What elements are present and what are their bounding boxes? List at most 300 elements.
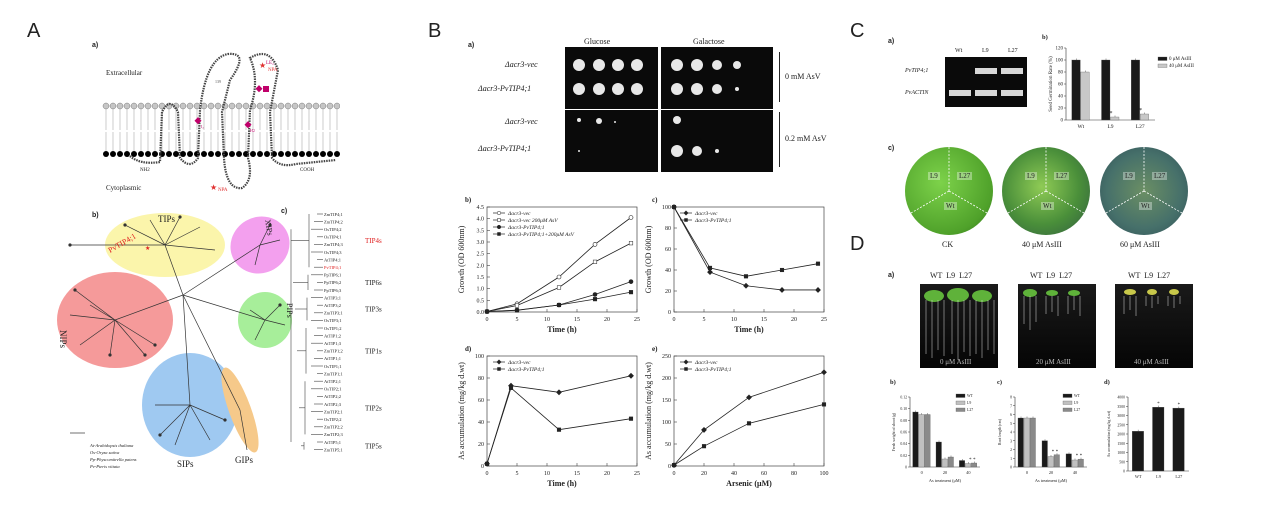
photo2-lines: WT L9 L27 [1030,271,1073,280]
clado-clade-label: TIP6s [365,278,382,287]
photo1-cond: 0 μM AsIII [940,358,972,366]
y-tick-label: 1.5 [476,275,484,281]
y-tick-label: 2500 [1117,423,1125,428]
y-tick-label: 1500 [1117,441,1125,446]
chart-growth-percent [642,193,832,338]
bar [965,464,971,468]
y-tick-label: 8 [1010,395,1012,400]
clado-leaf: ZmTIP4;1 [324,211,343,217]
clado-leaf: OsTIP1;1 [324,363,342,369]
npa-star-1: ★ [259,61,267,70]
data-point [822,403,826,407]
clado-leaf: AtTIP1;1 [324,356,342,362]
clado-leaf: PpTIP6;1 [324,272,342,278]
y-tick-label: 6 [1010,413,1012,417]
y-axis-label: Root length (cm) [998,419,1002,445]
bar [971,463,977,467]
x-tick-label: 25 [821,317,827,323]
y-tick-label: 100 [1055,58,1063,64]
y-tick-label: 1000 [1117,451,1125,455]
y-axis-label: Growth (OD 600nm) [457,225,466,294]
gel-gene-actin: PvACTIN [905,90,929,96]
yeast-spots [565,47,773,172]
clado-leaf: AtTIP2;2 [324,394,342,400]
x-tick-label: 25 [634,471,640,477]
x-tick-label: L27 [1135,124,1145,130]
bar [1066,454,1072,467]
significance-star: * [973,458,976,463]
data-point [557,428,561,432]
clado-clade-label: TIP5s [365,442,382,451]
clado-leaf: OsTIP4;3 [324,249,342,255]
legend-swatch [1158,64,1167,68]
x-tick-label: 0 [485,471,489,477]
x-axis-label: Arsenic (μM) [726,479,772,488]
clado-leaf: AtTIP2;3 [324,401,342,407]
y-tick-label: 1 [1010,456,1012,461]
clado-leaf: PvTIP4;1 [324,265,342,270]
tip-cladogram [285,210,385,465]
chart-sub-label: d) [465,345,472,353]
clado-leaf: OsTIP3;1 [324,318,342,324]
plate-dividers [905,147,1188,235]
y-tick-label: 0 [1010,465,1012,470]
y-tick-label: 3500 [1117,404,1125,409]
plate-60-l9: L9 [1125,172,1133,180]
legend-label: L9 [967,401,972,405]
y-tick-label: 60 [1058,82,1063,88]
bar [925,415,931,468]
legend-label: L27 [967,408,974,412]
series-line [674,404,824,465]
y-tick-label: 0 [481,464,484,470]
y-tick-label: 4.5 [476,205,484,211]
y-tick-label: 250 [662,354,671,360]
bar [913,412,919,467]
y-tick-label: 2000 [1117,432,1125,437]
x-tick-label: WT [1134,473,1142,479]
legend-line-2: Os-Oryza sativa [90,450,120,455]
legend-label: L27 [1074,408,1081,412]
legend-label: L9 [1074,401,1079,405]
y-tick-label: 100 [475,354,484,360]
legend-line-4: Pv-Pteris vittata [90,464,120,469]
group-pips: PIPs [285,303,294,318]
bar [1030,418,1036,467]
membrane-topology-diagram [100,40,340,200]
x-tick-label: 0 [672,471,676,477]
panel-d-sub-a: a) [888,272,895,279]
plate-40-wt: Wt [1043,202,1052,210]
legend-swatch [1063,408,1072,412]
data-point [557,286,561,290]
clado-leaf: AtTIP1;2 [324,333,342,339]
clado-clade-label: TIP1s [365,347,382,356]
panel-b-sub-a: a) [468,42,475,49]
data-point [816,262,820,266]
y-axis-label: As accumulation (mg/kg d.wt) [457,362,466,460]
photo1-lines: WT L9 L27 [930,271,973,280]
x-tick-label: 0 [1025,469,1029,475]
data-point [515,309,519,313]
bar [1072,60,1081,120]
x-tick-label: 5 [515,317,519,323]
y-tick-label: 0.08 [900,418,907,423]
legend-swatch [956,401,965,405]
npa-label-2: NPA [218,188,228,193]
x-tick-label: L27 [1175,473,1183,479]
legend-label: WT [1074,394,1080,398]
l1-label: I₂ [201,124,204,129]
panel-a-sub-b: b) [92,212,99,219]
y-tick-label: 1.0 [476,286,484,293]
spot-row-2-label: Δacr3-PvTIP4;1 [478,84,532,93]
y-axis-label: As accumulation (mg/kg d.wt) [1107,410,1111,458]
significance-star: * [1109,111,1113,117]
plate-ck-wt: Wt [946,202,955,210]
data-point [707,270,712,275]
y-tick-label: 3.0 [476,240,484,246]
legend-swatch [956,394,965,398]
membrane-lower-heads [103,151,340,157]
data-point [815,287,820,292]
bar [959,461,965,468]
legend-label: Δacr3-PvTIP4;1 [508,367,545,373]
legend-label: Δacr3-vec [508,211,531,217]
y-tick-label: 0.0 [476,310,484,316]
y-tick-label: 4000 [1117,395,1125,400]
gel-lane-l9: L9 [982,48,989,54]
lc-label: LE₂ [266,61,274,66]
data-point [485,462,489,466]
chart-sub-label: d) [1104,379,1110,386]
bar [1018,418,1024,467]
x-tick-label: 20 [604,471,610,477]
clado-leaf: AtTIP3;1 [324,295,342,301]
x-tick-label: 10 [544,317,550,323]
chart-as-accumulation-time [455,342,645,492]
panel-label-c: C [850,20,865,42]
legend-marker [497,225,501,229]
y-tick-label: 0.04 [900,442,907,447]
bar [1078,459,1084,467]
y-tick-label: 2.5 [476,251,484,258]
spot-row-3-label: Δacr3-vec [505,117,538,126]
npa-star-2: ★ [210,183,218,192]
y-tick-label: 150 [662,398,671,404]
cladogram-leaves [324,212,343,453]
legend-marker [497,211,501,215]
photo2-cond: 20 μM AsIII [1036,358,1071,366]
clado-leaf: ZmTIP5;1 [324,447,343,453]
data-point [747,422,751,426]
bar [1173,408,1185,471]
condition-02mm-asv: 0.2 mM AsV [785,134,827,143]
data-point [744,275,748,279]
y-tick-label: 3.5 [476,228,484,235]
bar [1048,457,1054,468]
legend-marker [498,233,501,236]
series-line [487,376,631,464]
y-tick-label: 20 [478,442,484,448]
x-tick-label: 80 [791,471,797,477]
y-tick-label: 0.02 [900,453,907,458]
x-tick-label: 15 [761,317,767,323]
significance-star: * [1079,454,1083,460]
data-point [629,417,633,421]
group-tips: TIPs [158,214,176,224]
x-tick-label: 40 [1072,469,1078,475]
glucose-label: Glucose [584,37,611,46]
y-axis-label: As accumulation (mg/kg d.wt) [644,362,653,460]
data-point [593,260,597,264]
bar [1024,418,1030,467]
x-tick-label: L9 [1107,124,1114,130]
y-axis-label: Growth (OD 600nm) [644,225,653,294]
data-point [708,266,712,270]
highlight-star: ★ [145,246,151,252]
significance-star: * [1177,403,1181,409]
pos-label: 139 [215,79,221,84]
data-point [557,303,561,307]
x-tick-label: 15 [574,317,580,323]
y-tick-label: 40 [665,268,671,274]
x-tick-label: 20 [942,469,948,475]
bar [1054,455,1060,467]
legend-marker [685,368,688,371]
group-xips: XIPs [263,218,275,237]
clado-leaf: ZmTIP2;1 [324,409,343,415]
y-axis-label: Fresh weight of shoot (g) [892,412,896,452]
nh2-label: NH2 [140,168,150,173]
y-tick-label: 0.10 [900,407,907,412]
legend-label: Δacr3-PvTIP4;1 [508,225,545,231]
y-tick-label: 7 [1010,404,1012,409]
bar [948,457,954,467]
legend-label: Δacr3-PvTIP4;1+200μM AsV [508,232,574,238]
spot-row-1-label: Δacr3-vec [505,60,538,69]
y-tick-label: 0.5 [476,298,484,305]
panel-label-b: B [428,20,442,42]
series-line [487,292,631,311]
legend-swatch [1063,394,1072,398]
y-tick-label: 80 [1058,70,1063,76]
clado-leaf: PpTIP6;3 [324,287,342,293]
highlight-pvtip41: PvTIP4;1 [106,231,138,255]
data-point [629,280,633,284]
plate-40-l9: L9 [1027,172,1035,180]
y-tick-label: 4.0 [476,216,484,223]
legend-swatch [1158,57,1167,61]
chart-sub-label: b) [1042,34,1048,41]
bar [1132,431,1144,471]
legend-swatch [1063,401,1072,405]
bar [919,415,925,468]
legend-line-1: At-Arabidopsis thaliana [90,443,134,448]
legend-swatch [956,408,965,412]
y-tick-label: 0 [1060,118,1063,124]
clado-leaf: OsTIP4;2 [324,227,342,232]
gel-gene-tip: PvTIP4;1 [905,68,929,74]
x-tick-label: Wt [1077,124,1085,130]
clado-clade-label: TIP4s [365,237,382,246]
bar [1042,441,1048,467]
significance-star: * [1075,454,1079,460]
x-tick-label: 10 [544,471,550,477]
x-tick-label: 10 [731,317,737,323]
clado-leaf: OsTIP2;2 [324,417,342,422]
x-tick-label: 20 [791,317,797,323]
clado-leaf: OsTIP1;2 [324,325,342,331]
plate-label-40: 40 μM AsIII [1022,240,1062,249]
bar [1153,407,1165,471]
legend-label: Δacr3-PvTIP4;1 [695,218,732,224]
npa-label-1: NPA [268,68,278,73]
y-tick-label: 20 [1058,106,1063,112]
plate-40-l27: L27 [1056,172,1068,180]
significance-star: * [969,458,972,463]
plate-ck-l9: L9 [930,172,938,180]
x-axis-label: Time (h) [734,325,764,334]
plate-ck-l27: L27 [959,172,971,180]
panel-a-sub-a: a) [92,42,99,49]
bar [1111,117,1120,120]
x-axis-label: Time (h) [547,479,577,488]
cytoplasmic-label: Cytoplasmic [106,184,142,192]
y-tick-label: 60 [478,398,484,404]
legend-line-3: Pp-Physcomitrella patens [90,457,137,462]
clado-leaf: AtTIP1;3 [324,341,342,346]
significance-star: * [1051,449,1055,455]
condition-0mm-asv: 0 mM AsV [785,72,821,81]
y-tick-label: 3 [1010,439,1012,444]
x-tick-label: 20 [1048,469,1054,475]
chart-sub-label: b) [465,196,472,204]
x-tick-label: 15 [574,471,580,477]
data-point [556,390,561,395]
x-tick-label: 5 [515,471,519,477]
data-point [672,205,676,209]
y-tick-label: 100 [662,205,671,211]
clado-leaf: AtTIP4;1 [324,257,342,263]
legend-marker [498,368,501,371]
group-sips: SIPs [177,459,194,469]
legend-label: WT [967,394,973,398]
panel-c-sub-c: c) [888,145,895,152]
x-axis-label: As treatment (μM) [1034,478,1068,483]
chart-sub-label: c) [997,379,1003,386]
gel-photo [945,57,1027,107]
clado-leaf: ZmTIP2;3 [324,432,343,438]
significance-star: * [1157,402,1160,408]
x-tick-label: 5 [702,317,706,323]
legend-label: 40 μM AsIII [1169,64,1194,69]
data-point [593,293,597,297]
y-tick-label: 0.12 [900,395,907,400]
legend-label: Δacr3-vec 200μM AsV [508,218,558,224]
y-tick-label: 2 [1010,448,1012,452]
x-tick-label: 25 [634,317,640,323]
clado-clade-label: TIP2s [365,404,382,413]
data-point [779,287,784,292]
cladogram-clades [365,237,382,450]
x-axis-label: As treatment (μM) [928,478,962,483]
y-tick-label: 20 [665,289,671,295]
data-point [485,310,489,314]
bar [1081,72,1090,120]
gel-lane-l27: L27 [1008,48,1018,54]
clado-leaf: AtTIP2;1 [324,379,342,384]
x-tick-label: 0 [485,317,489,323]
chart-sub-label: c) [652,196,658,204]
y-tick-label: 80 [478,376,484,382]
y-tick-label: 120 [1055,46,1063,52]
group-nips: NIPs [58,330,68,349]
clado-leaf: OsTIP4;1 [324,234,342,240]
panel-label-d: D [850,233,865,255]
x-tick-label: 60 [761,471,767,477]
chart-seed-germination [1040,30,1210,140]
photo3-cond: 40 μM AsIII [1134,358,1169,366]
data-point [629,290,633,294]
legend-marker [684,211,688,215]
bar [936,442,942,467]
y-tick-label: 0 [905,465,907,470]
x-tick-label: 100 [819,471,829,477]
membrane-upper-heads [103,103,340,109]
y-tick-label: 0 [668,464,671,470]
y-tick-label: 4 [1010,430,1012,435]
chart-growth-asv [455,193,645,338]
data-point [821,370,826,375]
clado-leaf: ZmTIP3;1 [324,310,343,316]
x-tick-label: 0 [920,469,923,475]
legend-marker [497,360,501,364]
y-tick-label: 0 [1123,469,1125,474]
clado-leaf: PpTIP6;2 [324,280,342,286]
clado-leaf: OsTIP2;1 [324,386,342,392]
series-line [487,388,631,464]
chart-fresh-weight [888,375,988,485]
y-tick-label: 60 [665,247,671,253]
clado-leaf: ZmTIP1;2 [324,348,343,354]
data-point [629,241,633,245]
y-tick-label: 5 [1010,421,1012,426]
data-point [593,242,597,246]
chart-as-accumulation-plant [1102,375,1197,485]
plate-60-l27: L27 [1154,172,1166,180]
y-tick-label: 0 [668,310,671,316]
h2-label: H2 [250,128,255,133]
plate-label-ck: CK [942,240,954,249]
chart-root-length [995,375,1095,485]
clado-clade-label: TIP3s [365,305,382,314]
photo3-lines: WT L9 L27 [1128,271,1171,280]
extracellular-label: Extracellular [106,69,143,77]
chart-sub-label: b) [890,379,896,386]
data-point [557,275,561,279]
legend-label: Δacr3-PvTIP4;1 [695,367,732,373]
data-point [509,386,513,390]
x-tick-label: 40 [731,471,737,477]
x-tick-label: 0 [672,317,676,323]
significance-star: * [1139,108,1143,114]
panel-label-a: A [27,20,41,42]
x-axis-label: Time (h) [547,325,577,334]
y-tick-label: 80 [665,226,671,232]
data-point [780,268,784,272]
y-tick-label: 40 [1058,94,1063,100]
